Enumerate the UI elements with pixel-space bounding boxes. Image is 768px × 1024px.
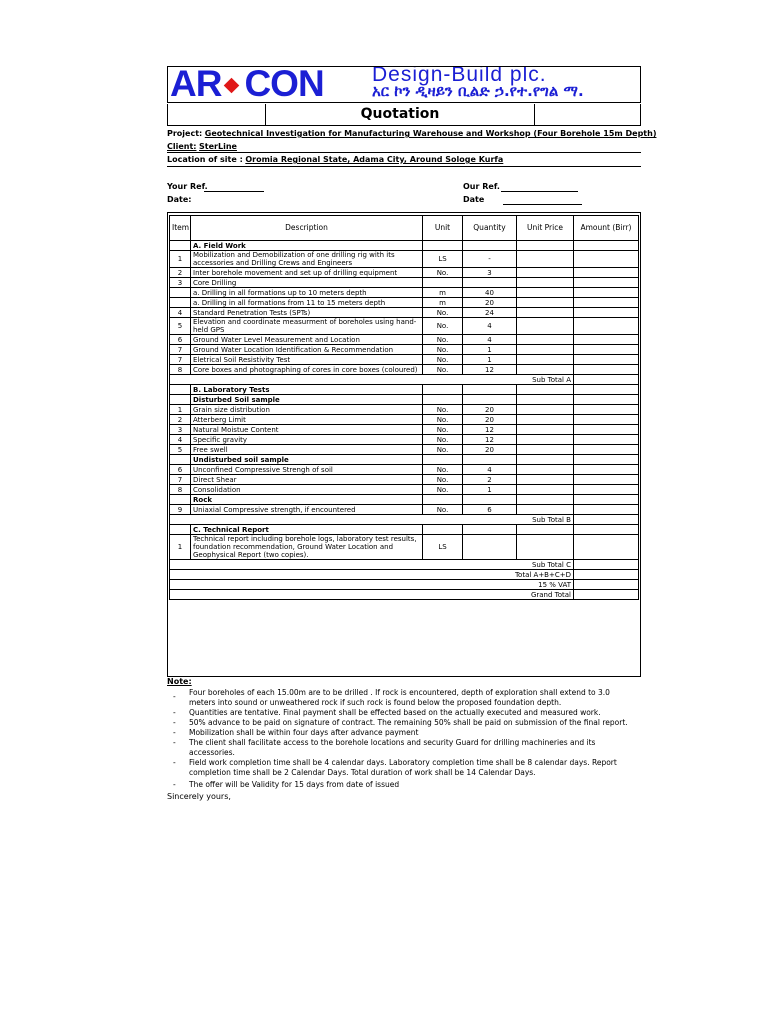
section-a-title: A. Field Work	[191, 241, 423, 251]
cell-unit: No.	[423, 335, 463, 345]
table-row	[170, 425, 639, 435]
cell-unit: No.	[423, 485, 463, 495]
cell-unit: No.	[423, 365, 463, 375]
cell-amount	[574, 415, 639, 425]
cell-unit: LS	[423, 251, 463, 268]
table-row	[170, 475, 639, 485]
cell-unit: No.	[423, 268, 463, 278]
cell-amount	[574, 445, 639, 455]
cell-description: Specific gravity	[191, 435, 423, 445]
disturbed-title: Disturbed Soil sample	[191, 395, 423, 405]
cell-amount	[574, 251, 639, 268]
notes-section	[167, 677, 637, 801]
note-text: The offer will be Validity for 15 days from date of issued	[189, 780, 400, 789]
cell-quantity: 1	[463, 485, 517, 495]
table-row	[170, 268, 639, 278]
cell-quantity	[463, 535, 517, 560]
your-date-label: Date:	[167, 195, 192, 204]
cell-amount	[574, 535, 639, 560]
cell-unit-price	[517, 485, 574, 495]
cell-unit: No.	[423, 318, 463, 335]
cell-quantity: 4	[463, 465, 517, 475]
cell-item: 8	[170, 365, 191, 375]
our-ref	[463, 182, 500, 191]
vat-label: 15 % VAT	[170, 580, 574, 590]
cell-quantity: 3	[463, 268, 517, 278]
header-item: Item	[170, 216, 191, 241]
table-row	[170, 288, 639, 298]
cell-unit-price	[517, 355, 574, 365]
cell-item: 5	[170, 445, 191, 455]
note-bullet: -	[173, 738, 176, 747]
cell-amount	[574, 505, 639, 515]
cell-quantity: 12	[463, 435, 517, 445]
cell-amount	[574, 345, 639, 355]
project-line	[167, 129, 656, 138]
cell-unit: No.	[423, 505, 463, 515]
cell-quantity: 12	[463, 365, 517, 375]
subtotal-row	[170, 515, 639, 525]
cell-unit-price	[517, 425, 574, 435]
table-row	[170, 505, 639, 515]
cell-unit: No.	[423, 415, 463, 425]
cell-description: Inter borehole movement and set up of drilling equipment	[191, 268, 423, 278]
diamond-icon	[224, 78, 240, 94]
cell-item: 1	[170, 405, 191, 415]
rock-title: Rock	[191, 495, 423, 505]
cell-quantity: 20	[463, 405, 517, 415]
location-label: Location of site :	[167, 155, 243, 164]
note-text: Mobilization shall be within four days after advance payment	[189, 728, 419, 737]
cell-unit: No.	[423, 308, 463, 318]
cell-description: Ground Water Level Measurement and Location	[191, 335, 423, 345]
cell-quantity: 12	[463, 425, 517, 435]
table-row	[170, 365, 639, 375]
cell-quantity: 24	[463, 308, 517, 318]
cell-quantity: 20	[463, 415, 517, 425]
cell-quantity: 2	[463, 475, 517, 485]
cell-item: 7	[170, 355, 191, 365]
logo-english-name: Design-Build plc.	[372, 66, 547, 86]
table-row	[170, 485, 639, 495]
cell-unit-price	[517, 405, 574, 415]
note-bullet: -	[173, 692, 176, 701]
cell-description: Eletrical Soil Resistivity Test	[191, 355, 423, 365]
note-bullet: -	[173, 718, 176, 727]
page-title: Quotation	[265, 104, 535, 125]
note-bullet: -	[173, 780, 176, 789]
section-row	[170, 385, 639, 395]
cell-amount	[574, 365, 639, 375]
your-ref	[167, 182, 208, 191]
cell-description: Core Drilling	[191, 278, 423, 288]
logo-amharic-name: አር ኮን ዲዛይን ቢልድ ኃ.የተ.የግል ማ.	[372, 82, 584, 100]
header-unit-price: Unit Price	[517, 216, 574, 241]
table-row	[170, 278, 639, 288]
your-ref-blank	[204, 191, 264, 192]
project-label: Project:	[167, 129, 203, 138]
cell-description: Free swell	[191, 445, 423, 455]
header-description: Description	[191, 216, 423, 241]
company-logo	[167, 66, 641, 103]
cell-amount	[574, 288, 639, 298]
grand-total-amount	[574, 590, 639, 600]
cell-item: 9	[170, 505, 191, 515]
subtotal-a-label: Sub Total A	[170, 375, 574, 385]
table-row	[170, 535, 639, 560]
cell-item: 6	[170, 465, 191, 475]
cell-unit: m	[423, 298, 463, 308]
cell-unit-price	[517, 465, 574, 475]
location-line	[167, 155, 503, 164]
cell-item: 1	[170, 535, 191, 560]
client-label: Client:	[167, 142, 197, 151]
cell-unit-price	[517, 335, 574, 345]
table-row	[170, 405, 639, 415]
cell-item: 3	[170, 278, 191, 288]
cell-description: Grain size distribution	[191, 405, 423, 415]
cell-item: 6	[170, 335, 191, 345]
cell-item: 5	[170, 318, 191, 335]
cell-unit-price	[517, 308, 574, 318]
cell-item: 2	[170, 415, 191, 425]
cell-unit: No.	[423, 465, 463, 475]
cell-quantity	[463, 278, 517, 288]
cell-description: Atterberg Limit	[191, 415, 423, 425]
cell-unit-price	[517, 445, 574, 455]
cell-description: Core boxes and photographing of cores in core boxes (coloured)	[191, 365, 423, 375]
section-row	[170, 241, 639, 251]
project-value: Geotechnical Investigation for Manufacturing Warehouse and Workshop (Four Borehole 15m Depth)	[204, 129, 657, 138]
grand-total-label: Grand Total	[170, 590, 574, 600]
logo-con: CON	[244, 66, 324, 103]
cell-item: 4	[170, 435, 191, 445]
table-header	[170, 216, 639, 241]
total-label: Total A+B+C+D	[170, 570, 574, 580]
note-text: Field work completion time shall be 4 calendar days. Laboratory completion time shall be 8 calendar days. Report completion time shall be 2 Calendar Days. Total duration of work shall be 14 Calendar Days.	[189, 758, 617, 777]
cell-description: Natural Moistue Content	[191, 425, 423, 435]
cell-quantity: -	[463, 251, 517, 268]
our-date	[463, 195, 484, 204]
location-divider	[167, 166, 641, 167]
section-b-title: B. Laboratory Tests	[191, 385, 423, 395]
subtotal-b-amount	[574, 515, 639, 525]
note-item	[167, 728, 637, 738]
note-bullet: -	[173, 708, 176, 717]
table-row	[170, 415, 639, 425]
cell-unit-price	[517, 365, 574, 375]
quotation-table	[169, 215, 639, 600]
cell-item: 2	[170, 268, 191, 278]
section-row	[170, 525, 639, 535]
note-text: Quantities are tentative. Final payment shall be effected based on the actually executed and measured work.	[189, 708, 601, 717]
cell-unit: No.	[423, 445, 463, 455]
cell-unit: No.	[423, 355, 463, 365]
subtotal-row	[170, 560, 639, 570]
cell-quantity: 40	[463, 288, 517, 298]
client-divider	[167, 152, 641, 153]
your-ref-label: Your Ref.	[167, 182, 208, 191]
cell-unit: No.	[423, 435, 463, 445]
cell-description: Ground Water Location Identification & Recommendation	[191, 345, 423, 355]
cell-unit-price	[517, 475, 574, 485]
header-amount: Amount (Birr)	[574, 216, 639, 241]
table-row	[170, 318, 639, 335]
cell-amount	[574, 465, 639, 475]
note-bullet: -	[173, 728, 176, 737]
cell-unit-price	[517, 345, 574, 355]
subtotal-row	[170, 375, 639, 385]
cell-quantity: 4	[463, 318, 517, 335]
cell-item: 4	[170, 308, 191, 318]
logo-wordmark	[170, 66, 324, 103]
table-row	[170, 445, 639, 455]
location-value: Oromia Regional State, Adama City, Around Sologe Kurfa	[245, 155, 504, 164]
vat-amount	[574, 580, 639, 590]
cell-unit: No.	[423, 345, 463, 355]
table-row	[170, 308, 639, 318]
cell-description: a. Drilling in all formations up to 10 meters depth	[191, 288, 423, 298]
cell-unit-price	[517, 535, 574, 560]
cell-description: Uniaxial Compressive strength, if encountered	[191, 505, 423, 515]
cell-unit-price	[517, 318, 574, 335]
cell-amount	[574, 485, 639, 495]
signoff: Sincerely yours,	[167, 792, 231, 801]
cell-amount	[574, 318, 639, 335]
note-bullet: -	[173, 758, 176, 767]
cell-item	[170, 288, 191, 298]
cell-item: 7	[170, 345, 191, 355]
table-row	[170, 435, 639, 445]
cell-unit: m	[423, 288, 463, 298]
your-date	[167, 195, 192, 204]
cell-description: Elevation and coordinate measurment of boreholes using hand-held GPS	[191, 318, 423, 335]
cell-quantity: 20	[463, 445, 517, 455]
note-item	[167, 718, 637, 728]
cell-amount	[574, 298, 639, 308]
cell-unit: LS	[423, 535, 463, 560]
client-line	[167, 142, 237, 151]
cell-amount	[574, 435, 639, 445]
subtotal-b-label: Sub Total B	[170, 515, 574, 525]
header-quantity: Quantity	[463, 216, 517, 241]
note-text: The client shall facilitate access to the borehole locations and security Guard for drilling machineries and its accessories.	[189, 738, 596, 757]
cell-item: 7	[170, 475, 191, 485]
cell-description: a. Drilling in all formations from 11 to 15 meters depth	[191, 298, 423, 308]
cell-amount	[574, 425, 639, 435]
cell-item: 1	[170, 251, 191, 268]
cell-amount	[574, 355, 639, 365]
note-item	[167, 708, 637, 718]
cell-amount	[574, 278, 639, 288]
cell-description: Consolidation	[191, 485, 423, 495]
cell-description: Technical report including borehole logs, laboratory test results, foundation recommendation, Ground Water Location and Geophysical Report (two copies).	[191, 535, 423, 560]
table-row	[170, 345, 639, 355]
subsection-row	[170, 495, 639, 505]
header-unit: Unit	[423, 216, 463, 241]
cell-amount	[574, 268, 639, 278]
cell-quantity: 1	[463, 355, 517, 365]
notes-title: Note:	[167, 677, 192, 686]
cell-quantity: 4	[463, 335, 517, 345]
subtotal-c-label: Sub Total C	[170, 560, 574, 570]
note-text: Four boreholes of each 15.00m are to be drilled . If rock is encountered, depth of exploration shall extend to 3.0 meters into sound or unweathered rock if such rock is found below the proposed foundation depth.	[189, 688, 610, 707]
cell-amount	[574, 475, 639, 485]
cell-amount	[574, 405, 639, 415]
cell-item: 3	[170, 425, 191, 435]
cell-amount	[574, 335, 639, 345]
cell-quantity: 20	[463, 298, 517, 308]
client-value: SterLine	[199, 142, 237, 151]
table-row	[170, 298, 639, 308]
grand-total-row	[170, 590, 639, 600]
our-ref-blank	[501, 191, 578, 192]
cell-unit-price	[517, 251, 574, 268]
subsection-row	[170, 455, 639, 465]
note-item	[167, 738, 637, 758]
table-row	[170, 465, 639, 475]
cell-unit-price	[517, 415, 574, 425]
cell-item	[170, 298, 191, 308]
note-item	[167, 758, 637, 778]
table-row	[170, 251, 639, 268]
undisturbed-title: Undisturbed soil sample	[191, 455, 423, 465]
section-c-title: C. Technical Report	[191, 525, 423, 535]
note-item	[167, 688, 637, 708]
cell-unit-price	[517, 268, 574, 278]
subsection-row	[170, 395, 639, 405]
cell-unit: No.	[423, 425, 463, 435]
vat-row	[170, 580, 639, 590]
table-row	[170, 355, 639, 365]
total-row	[170, 570, 639, 580]
cell-quantity: 6	[463, 505, 517, 515]
cell-unit-price	[517, 435, 574, 445]
our-ref-label: Our Ref.	[463, 182, 500, 191]
cell-quantity: 1	[463, 345, 517, 355]
cell-unit	[423, 278, 463, 288]
cell-unit-price	[517, 505, 574, 515]
note-text: 50% advance to be paid on signature of contract. The remaining 50% shall be paid on submission of the final report.	[189, 718, 628, 727]
cell-description: Standard Penetration Tests (SPTs)	[191, 308, 423, 318]
cell-unit-price	[517, 288, 574, 298]
our-date-label: Date	[463, 195, 485, 204]
our-date-blank	[503, 204, 582, 205]
subtotal-c-amount	[574, 560, 639, 570]
cell-description: Unconfined Compressive Strengh of soil	[191, 465, 423, 475]
table-row	[170, 335, 639, 345]
note-item	[167, 780, 637, 790]
cell-unit-price	[517, 298, 574, 308]
subtotal-a-amount	[574, 375, 639, 385]
cell-item: 8	[170, 485, 191, 495]
cell-unit-price	[517, 278, 574, 288]
total-amount	[574, 570, 639, 580]
title-row	[167, 104, 641, 126]
logo-ar: AR	[170, 66, 222, 103]
cell-unit: No.	[423, 405, 463, 415]
cell-unit: No.	[423, 475, 463, 485]
cell-description: Direct Shear	[191, 475, 423, 485]
cell-amount	[574, 308, 639, 318]
cell-description: Mobilization and Demobilization of one drilling rig with its accessories and Drilling Crews and Engineers	[191, 251, 423, 268]
